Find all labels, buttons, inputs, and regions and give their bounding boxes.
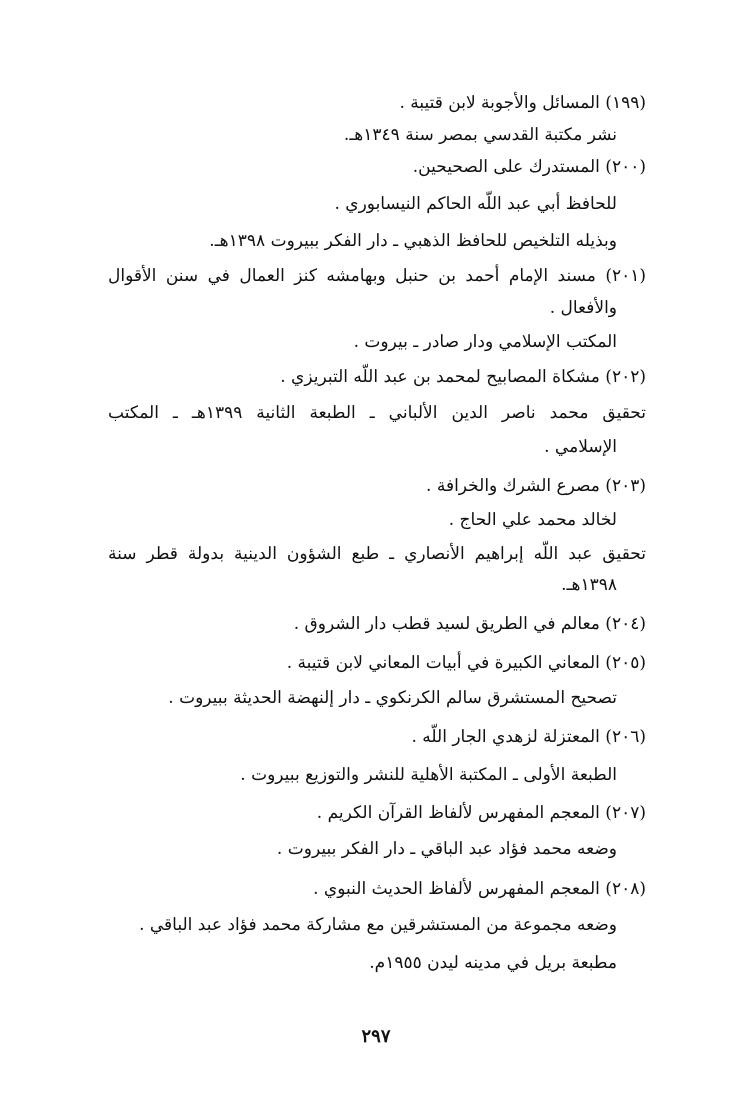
entry-detail: المكتب الإسلامي ودار صادر ـ بيروت . [353, 332, 617, 352]
entry-detail-continuation: الإسلامي . [544, 437, 617, 457]
entry-203: (٢٠٣) مصرع الشرك والخرافة . [426, 476, 646, 496]
entry-detail-continuation: ١٣٩٨هـ. [561, 575, 617, 595]
page-number: ٢٩٧ [361, 1026, 391, 1047]
entry-200: (٢٠٠) المستدرك على الصحيحين. [412, 157, 646, 177]
entry-number: ٢٠٦ [611, 727, 640, 747]
entry-detail: تحقيق عبد اللّه إبراهيم الأنصاري ـ طبع الشؤون الدينية بدولة قطر سنة [108, 544, 646, 564]
entry-202: (٢٠٢) مشكاة المصابيح لمحمد بن عبد اللّه التبريزي . [280, 367, 646, 387]
entry-201: (٢٠١) مسند الإمام أحمد بن حنبل وبهامشه كنز العمال في سنن الأقوال [108, 266, 646, 286]
entry-title: المعاني الكبيرة في أبيات المعاني لابن قتيبة . [286, 653, 600, 673]
entry-205: (٢٠٥) المعاني الكبيرة في أبيات المعاني لابن قتيبة . [286, 653, 646, 673]
entry-208: (٢٠٨) المعجم المفهرس لألفاظ الحديث النبوي . [313, 879, 646, 899]
entry-title-continuation: والأفعال . [549, 298, 617, 318]
entry-number: ٢٠٣ [611, 476, 640, 496]
entry-number: ٢٠٢ [611, 367, 640, 387]
entry-title: مشكاة المصابيح لمحمد بن عبد اللّه التبريزي . [280, 367, 600, 387]
entry-title: مسند الإمام أحمد بن حنبل وبهامشه كنز العمال في سنن الأقوال [108, 266, 596, 286]
entry-detail: وبذيله التلخيص للحافظ الذهبي ـ دار الفكر ببيروت ١٣٩٨هـ. [209, 231, 617, 251]
entry-detail: وضعه محمد فؤاد عبد الباقي ـ دار الفكر ببيروت . [276, 839, 617, 859]
entry-207: (٢٠٧) المعجم المفهرس لألفاظ القرآن الكريم . [316, 803, 646, 823]
entry-number: ٢٠٨ [611, 879, 640, 899]
entry-title: المعتزلة لزهدي الجار اللّه . [411, 727, 600, 747]
entry-detail: وضعه مجموعة من المستشرقين مع مشاركة محمد فؤاد عبد الباقي . [139, 915, 617, 935]
entry-206: (٢٠٦) المعتزلة لزهدي الجار اللّه . [411, 727, 646, 747]
entry-title: المستدرك على الصحيحين. [412, 157, 600, 177]
entry-detail: الطبعة الأولى ـ المكتبة الأهلية للنشر والتوزيع ببيروت . [240, 765, 617, 785]
entry-detail: لخالد محمد علي الحاج . [448, 510, 617, 530]
entry-number: ٢٠٤ [611, 614, 640, 634]
entry-number: ٢٠٥ [611, 653, 640, 673]
entry-title: المسائل والأجوبة لابن قتيبة . [399, 93, 600, 113]
entry-199: (١٩٩) المسائل والأجوبة لابن قتيبة . [399, 93, 646, 113]
entry-number: ٢٠١ [611, 266, 640, 286]
entry-detail: نشر مكتبة القدسي بمصر سنة ١٣٤٩هـ. [343, 125, 617, 145]
entry-title: مصرع الشرك والخرافة . [426, 476, 600, 496]
entry-title: معالم في الطريق لسيد قطب دار الشروق . [293, 614, 600, 634]
entry-number: ٢٠٠ [611, 157, 640, 177]
entry-title: المعجم المفهرس لألفاظ القرآن الكريم . [316, 803, 600, 823]
entry-204: (٢٠٤) معالم في الطريق لسيد قطب دار الشروق . [293, 614, 646, 634]
entry-detail: مطبعة بريل في مدينه ليدن ١٩٥٥م. [369, 953, 617, 973]
entry-detail: للحافظ أبي عبد اللّه الحاكم النيسابوري . [334, 194, 617, 214]
entry-number: ٢٠٧ [611, 803, 640, 823]
entry-title: المعجم المفهرس لألفاظ الحديث النبوي . [313, 879, 600, 899]
entry-detail: تصحيح المستشرق سالم الكرنكوي ـ دار إلنهضة الحديثة ببيروت . [168, 688, 617, 708]
entry-number: ١٩٩ [611, 93, 640, 113]
entry-detail: تحقيق محمد ناصر الدين الألباني ـ الطبعة الثانية ١٣٩٩هـ ـ المكتب [108, 403, 647, 423]
